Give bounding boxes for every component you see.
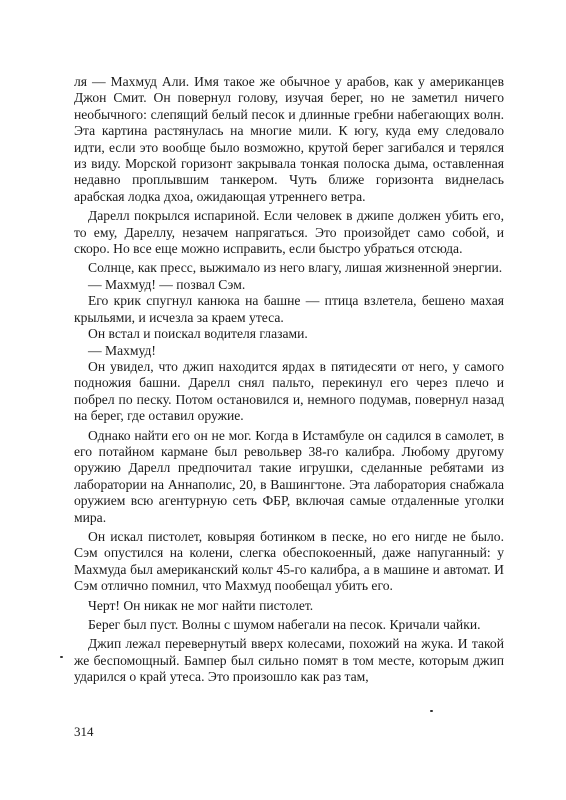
scan-speck <box>60 656 63 658</box>
body-text <box>74 74 504 686</box>
paragraph: Его крик спугнул канюка на башне — птица взлетела, бешено махая крыльями, и исчезла за краем утеса. <box>74 293 504 325</box>
scan-speck <box>430 710 433 712</box>
paragraph: Дарелл покрылся испариной. Если человек в джипе должен убить его, то ему, Дареллу, незачем напрягаться. Это произойдет само собой, и скоро. Но все еще можно исправить, если быстро убраться отсюда. <box>74 208 504 257</box>
paragraph: ля — Махмуд Али. Имя такое же обычное у арабов, как у американцев Джон Смит. Он повернул голову, изучая берег, но не заметил ничего необычного: слепящий белый песок и длинные гребни набегающих волн. Эта картина растянулась на многие мили. К югу, куда ему следовало идти, если это вообще было возможно, крутой берег загибался и терялся из виду. Морской горизонт закрывала тонкая полоска дыма, оставленная недавно проплывшим танкером. Чуть ближе горизонта виднелась арабская лодка дхоа, ожидающая утреннего ветра. <box>74 74 504 204</box>
paragraph: Солнце, как пресс, выжимало из него влагу, лишая жизненной энергии. <box>88 260 503 276</box>
paragraph: — Махмуд! — позвал Сэм. <box>88 276 246 292</box>
page-number: 314 <box>74 724 94 739</box>
paragraph: Черт! Он никак не мог найти пистолет. <box>88 597 314 613</box>
paragraph: Берег был пуст. Волны с шумом набегали на песок. Кричали чайки. <box>88 617 481 632</box>
paragraph: Он встал и поискал водителя глазами. <box>88 326 308 342</box>
paragraph: — Махмуд! <box>88 342 156 358</box>
paragraph: Он увидел, что джип находится ярдах в пятидесяти от него, у самого подножия башни. Дарелл снял пальто, перекинул его через плечо и побрел по песку. Потом остановился и, немного подумав, повернул назад на берег, где оставил оружие. <box>74 358 504 424</box>
paragraph: Джип лежал перевернутый вверх колесами, похожий на жука. И такой же беспомощный. Бампер был сильно помят в том месте, которым джип ударился о край утеса. Это произошло как раз там, <box>74 636 504 685</box>
paragraph: Однако найти его он не мог. Когда в Истамбуле он садился в самолет, в его потайном кармане был револьвер 38-го калибра. Любому другому оружию Дарелл предпочитал такие игрушки, сделанные ребятами из лаборатории на Аннаполис, 20, в Вашингтоне. Эта лаборатория снабжала оружием всю агентурную сеть ФБР, включая самые отдаленные уголки мира. <box>74 427 504 525</box>
paragraph: Он искал пистолет, ковыряя ботинком в песке, но его нигде не было. Сэм опустился на колени, слегка обеспокоенный, даже напуганный: у Махмуда был американский кольт 45-го калибра, а в машине и автомат. И Сэм отлично помнил, что Махмуд пообещал убить его. <box>74 528 504 594</box>
